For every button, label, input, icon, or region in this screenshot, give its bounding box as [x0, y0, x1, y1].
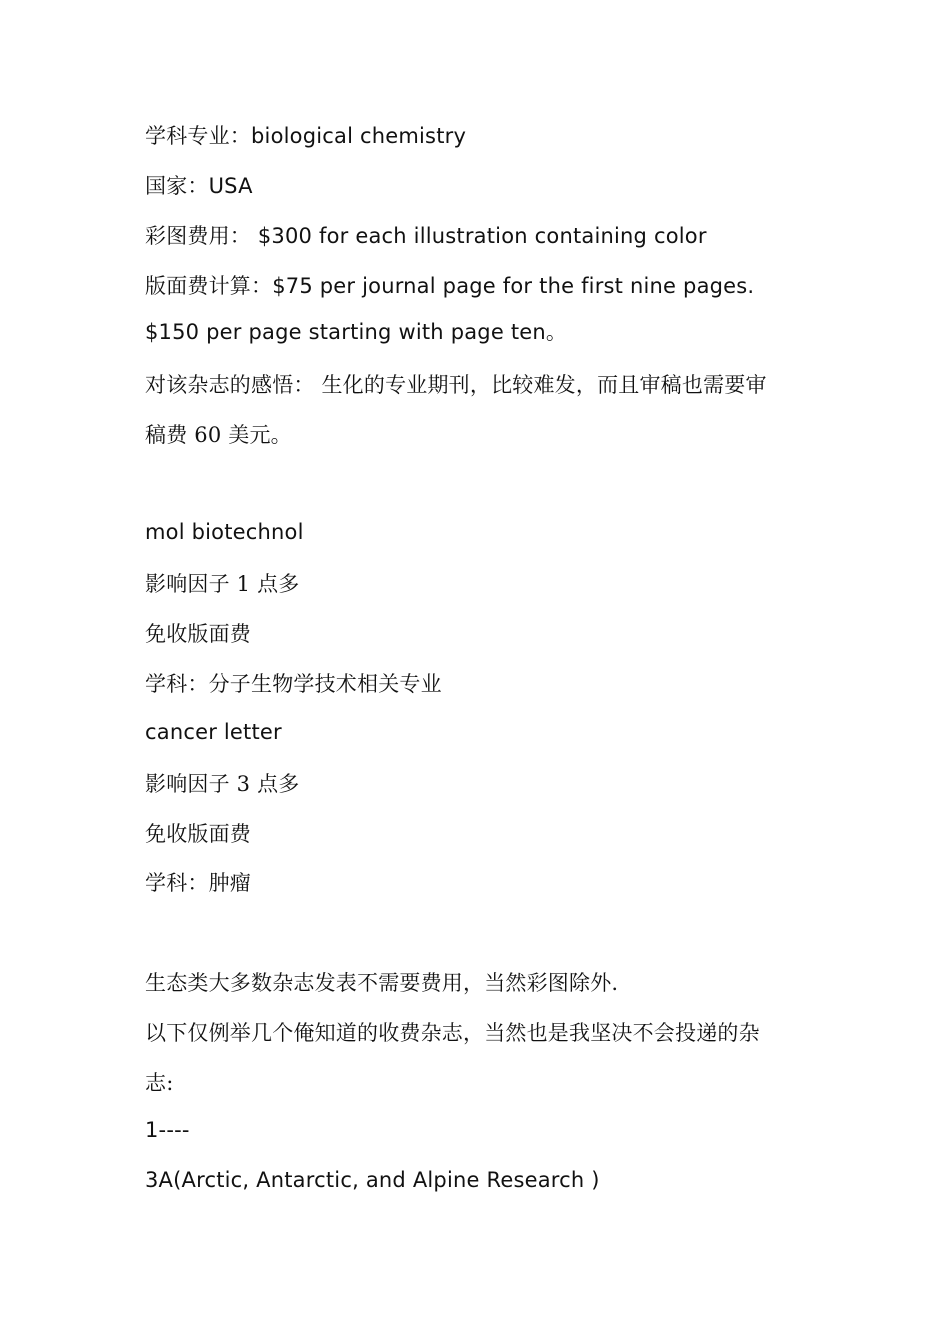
jbc-impression-line2: 稿费 60 美元。	[145, 423, 292, 447]
jbc-impression-line1: 对该杂志的感悟： 生化的专业期刊，比较难发，而且审稿也需要审	[145, 373, 767, 397]
ecology-item-number: 1----	[145, 1118, 190, 1142]
jbc-page-fee-line2: $150 per page starting with page ten。	[145, 320, 568, 344]
mol-biotechnol-title: mol biotechnol	[145, 520, 304, 544]
mol-biotechnol-impact: 影响因子 1 点多	[145, 572, 300, 596]
ecology-intro: 生态类大多数杂志发表不需要费用，当然彩图除外.	[145, 971, 619, 995]
jbc-subject: 学科专业：biological chemistry	[145, 124, 467, 148]
ecology-list-intro-line2: 志:	[145, 1071, 174, 1095]
ecology-item-name: 3A(Arctic, Antarctic, and Alpine Research )	[145, 1168, 600, 1192]
jbc-country: 国家：USA	[145, 174, 253, 198]
ecology-list-intro-line1: 以下仅例举几个俺知道的收费杂志，当然也是我坚决不会投递的杂	[145, 1021, 760, 1045]
mol-biotechnol-fee: 免收版面费	[145, 622, 251, 646]
jbc-color-fee: 彩图费用： $300 for each illustration containing color	[145, 224, 707, 248]
cancer-letter-impact: 影响因子 3 点多	[145, 772, 300, 796]
mol-biotechnol-subject: 学科：分子生物学技术相关专业	[145, 672, 442, 696]
cancer-letter-title: cancer letter	[145, 720, 282, 744]
cancer-letter-fee: 免收版面费	[145, 822, 251, 846]
jbc-page-fee-line1: 版面费计算：$75 per journal page for the first nine pages.	[145, 274, 755, 298]
cancer-letter-subject: 学科：肿瘤	[145, 871, 251, 895]
